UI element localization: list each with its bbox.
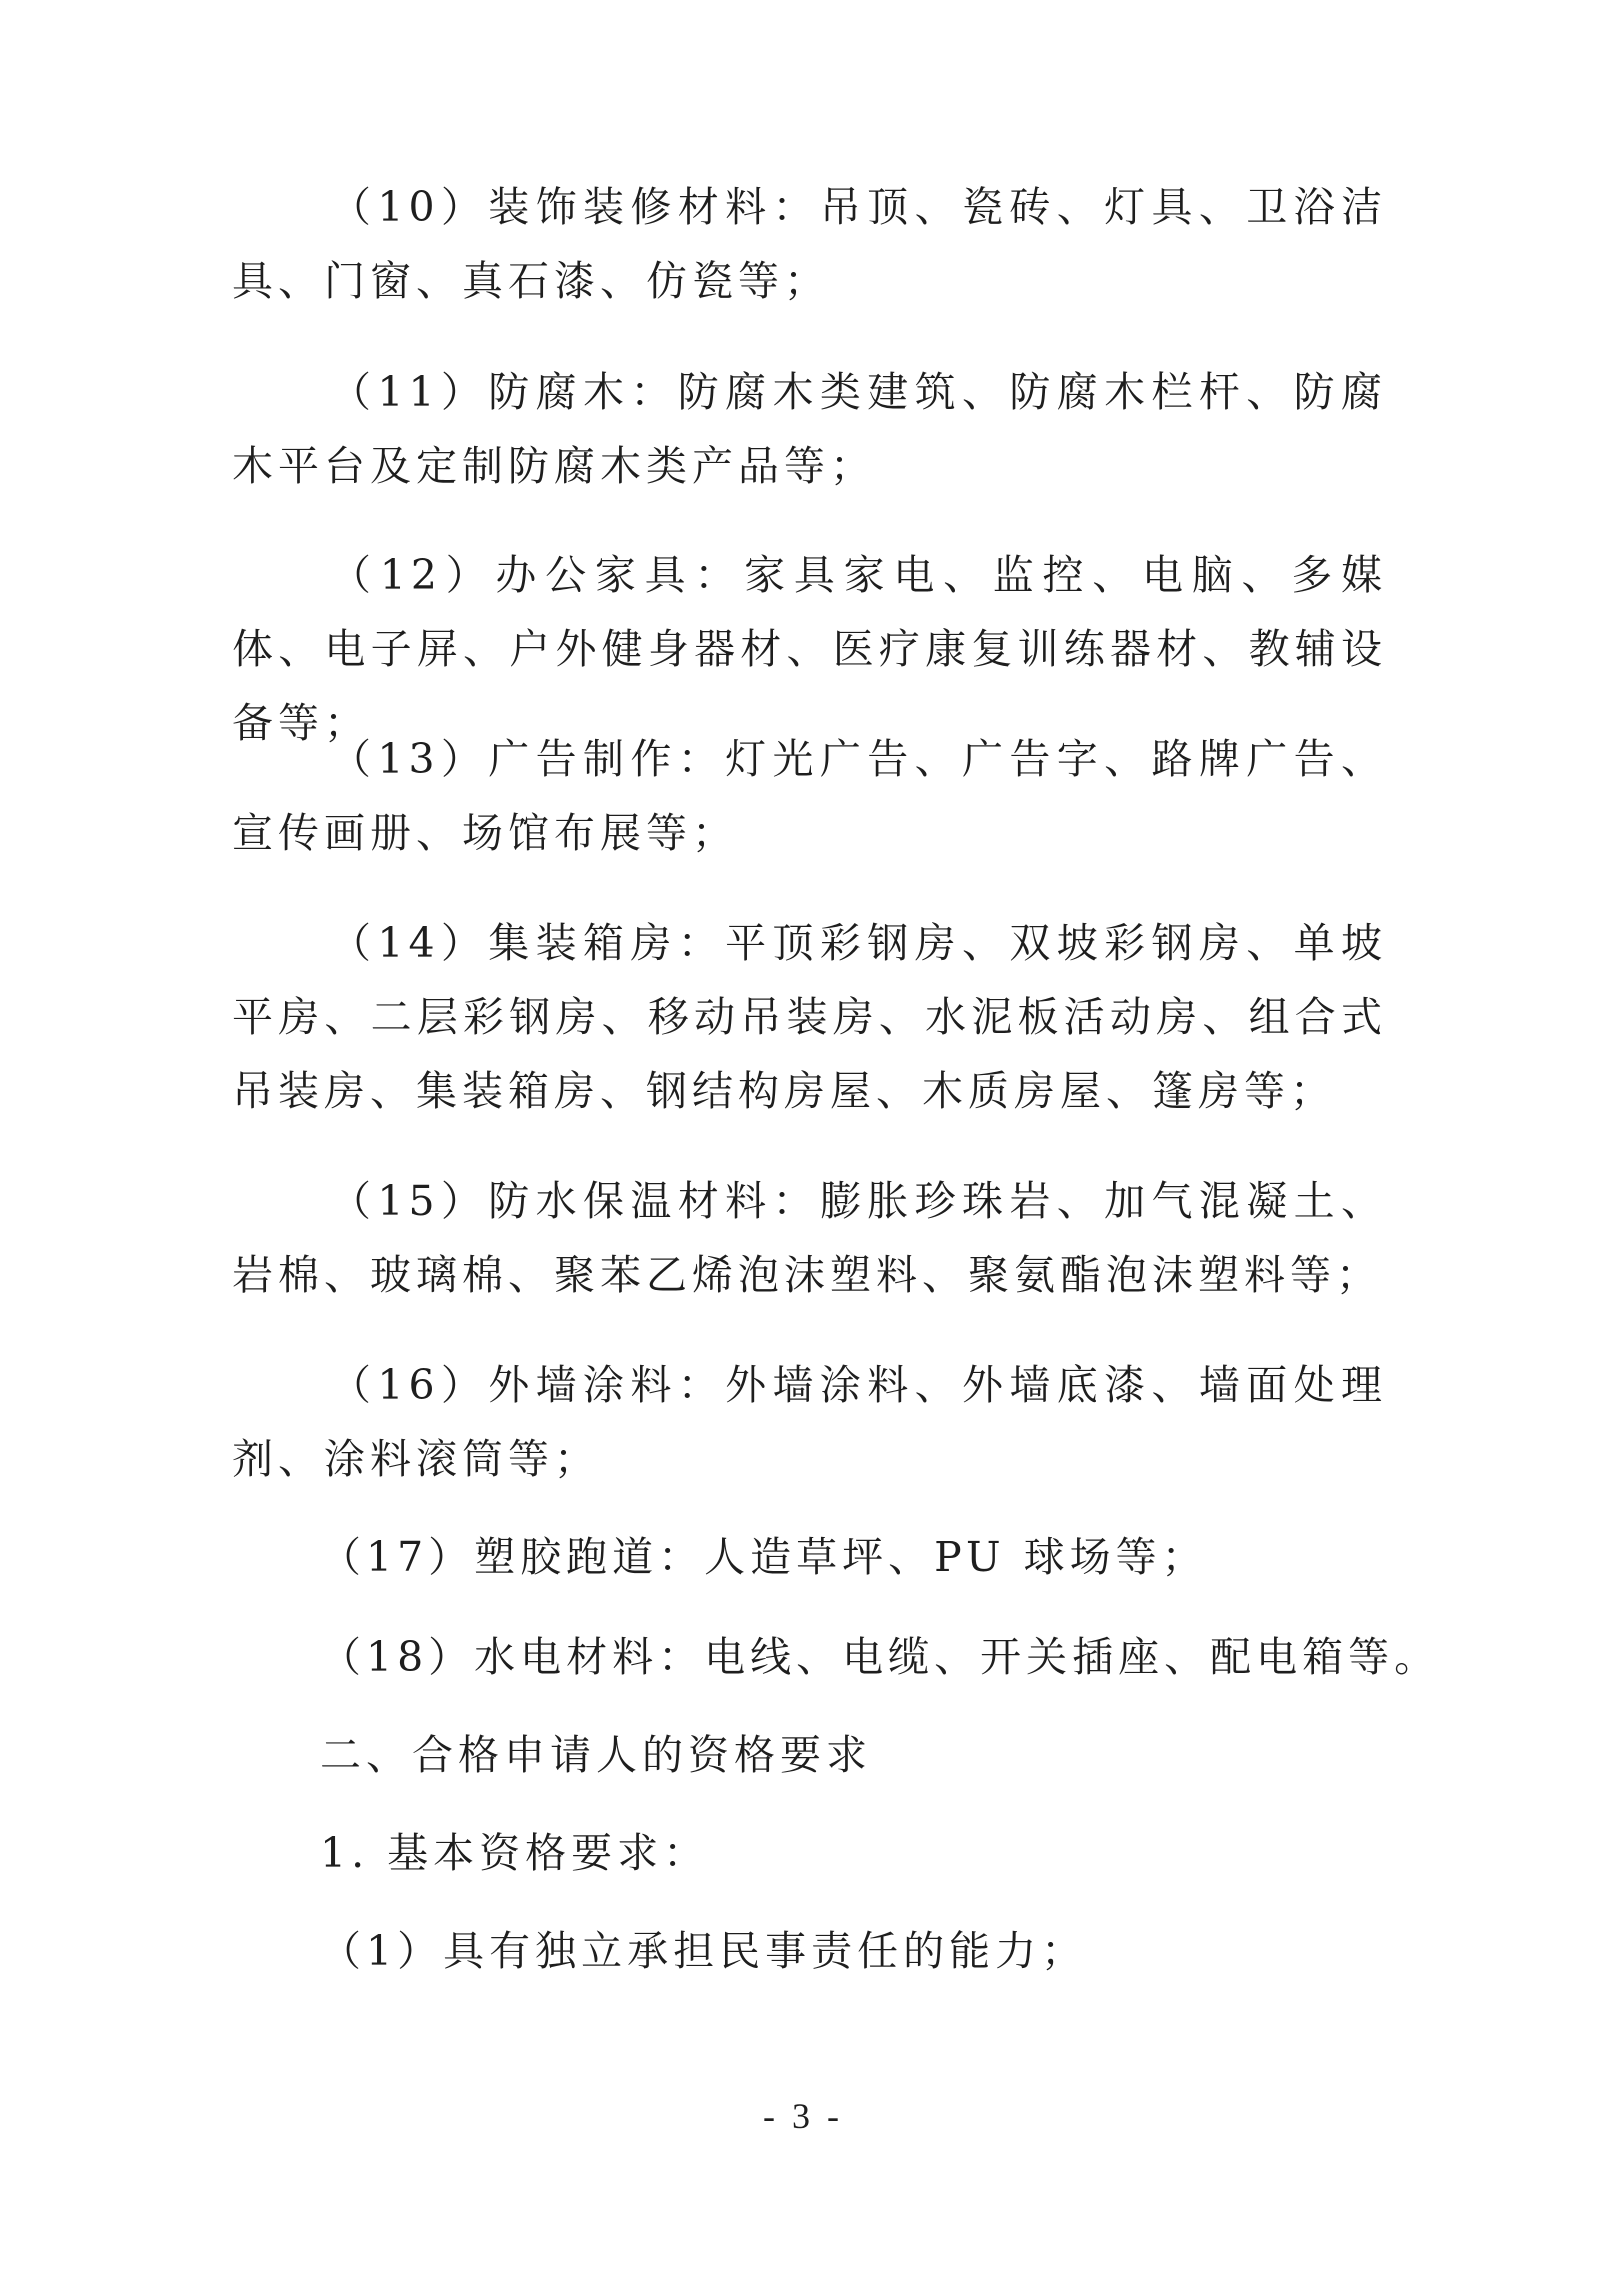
paragraph-item-17: （17）塑胶跑道：人造草坪、PU 球场等； (320, 1533, 1208, 1581)
paragraph-item-10: （10）装饰装修材料：吊顶、瓷砖、灯具、卫浴洁具、门窗、真石漆、仿瓷等； (232, 183, 1387, 305)
paragraph-item-12: （12）办公家具：家具家电、监控、电脑、多媒体、电子屏、户外健身器材、医疗康复训练器材、教辅设备等； (232, 551, 1387, 747)
requirement-item-1: （1）具有独立承担民事责任的能力； (320, 1927, 1088, 1975)
paragraph-item-13: （13）广告制作：灯光广告、广告字、路牌广告、宣传画册、场馆布展等； (232, 735, 1387, 857)
paragraph-item-14: （14）集装箱房：平顶彩钢房、双坡彩钢房、单坡平房、二层彩钢房、移动吊装房、水泥板活动房、组合式吊装房、集装箱房、钢结构房屋、木质房屋、篷房等； (232, 919, 1387, 1115)
paragraph-item-15: （15）防水保温材料：膨胀珍珠岩、加气混凝土、岩棉、玻璃棉、聚苯乙烯泡沫塑料、聚氨酯泡沫塑料等； (232, 1177, 1387, 1299)
section-heading-qualifications: 二、合格申请人的资格要求 (320, 1731, 872, 1779)
paragraph-item-11: （11）防腐木：防腐木类建筑、防腐木栏杆、防腐木平台及定制防腐木类产品等； (232, 368, 1387, 490)
subheading-basic-requirements: 1. 基本资格要求： (320, 1829, 710, 1877)
page-number: - 3 - (763, 2096, 843, 2136)
paragraph-item-18: （18）水电材料：电线、电缆、开关插座、配电箱等。 (320, 1633, 1441, 1681)
paragraph-item-16: （16）外墙涂料：外墙涂料、外墙底漆、墙面处理剂、涂料滚筒等； (232, 1361, 1387, 1483)
